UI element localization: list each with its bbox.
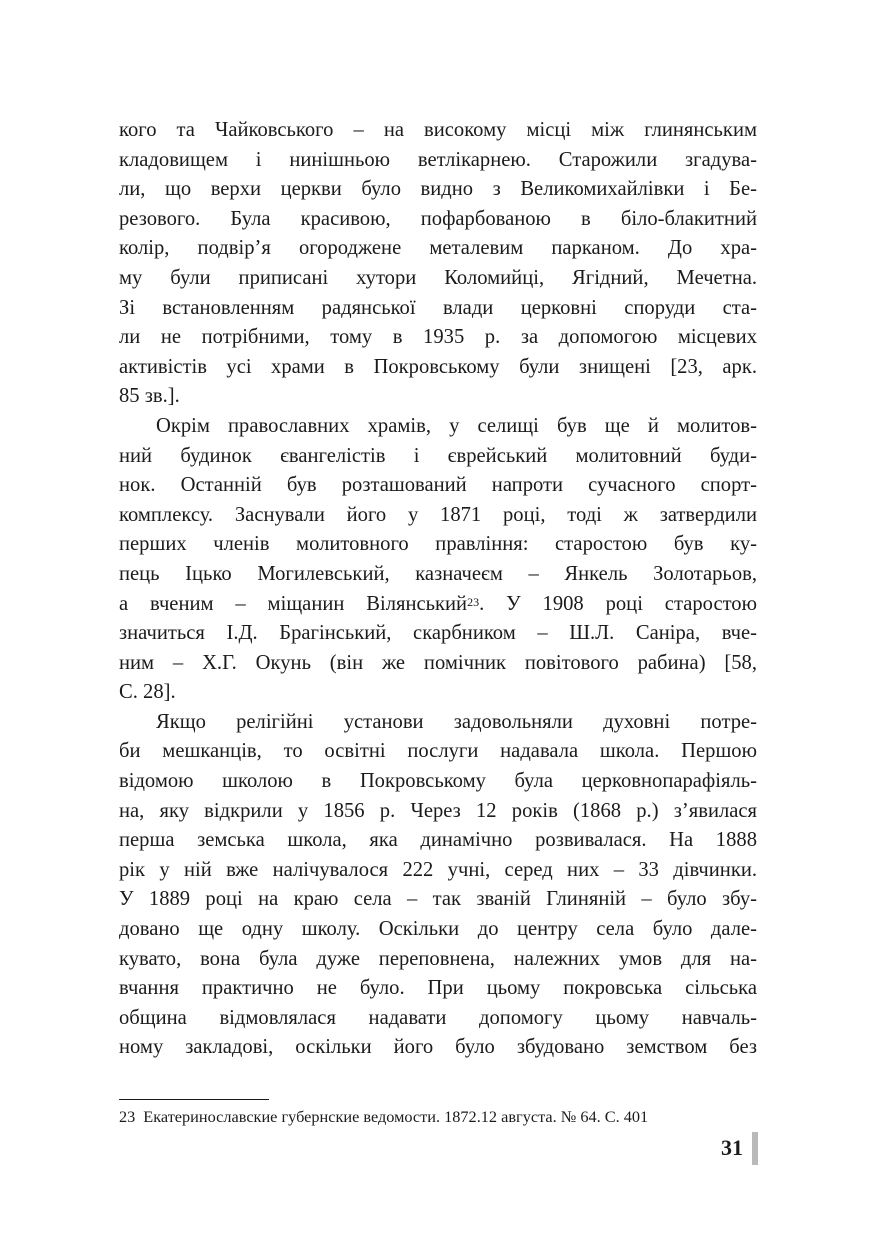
text-line-content: перших членів молитовного правління: старостою був ку- <box>119 533 757 556</box>
text-line-content: С. 28]. <box>119 681 176 704</box>
text-line <box>119 353 757 383</box>
text-line-content: комплексу. Заснували його у 1871 році, тоді ж затвердили <box>119 503 757 526</box>
text-line <box>119 974 757 1004</box>
text-line-content: перша земська школа, яка динамічно розвивалася. На 1888 <box>119 829 757 852</box>
text-line <box>119 945 757 975</box>
text-line-content: нок. Останній був розташований напроти сучасного спорт- <box>119 474 757 497</box>
text-line-content: кладовищем і нинішньою ветлікарнею. Старожили згадува- <box>119 148 757 171</box>
text-line <box>119 1004 757 1034</box>
text-line-content: пець Іцько Могилевський, казначеєм – Янкель Золотарьов, <box>119 562 757 585</box>
text-line-continuation: . У 1908 році старостою <box>479 592 757 615</box>
text-line <box>119 767 757 797</box>
text-line-content: довано ще одну школу. Оскільки до центру села було дале- <box>119 918 757 941</box>
text-line-content: ним – Х.Г. Окунь (він же помічник повітового рабина) [58, <box>119 651 757 674</box>
text-line <box>119 146 757 176</box>
text-line <box>119 560 757 590</box>
text-line-content: кувато, вона була дуже переповнена, належних умов для на- <box>119 947 757 970</box>
text-line <box>119 649 757 679</box>
text-line-content: значиться І.Д. Брагінський, скарбником – Ш.Л. Саніра, вче- <box>119 622 757 645</box>
text-line-content: ли не потрібними, тому в 1935 р. за допомогою місцевих <box>119 326 757 349</box>
footnote <box>119 1107 759 1127</box>
text-line-content: Якщо релігійні установи задовольняли духовні потре- <box>156 710 757 733</box>
text-line-content: резового. Була красивою, пофарбованою в біло-блакитний <box>119 207 757 230</box>
text-line-content: община відмовлялася надавати допомогу цьому навчаль- <box>119 1006 757 1029</box>
body-text <box>119 116 757 1063</box>
text-line-content: відомою школою в Покровському була церковнопарафіяль- <box>119 770 757 793</box>
text-line <box>119 797 757 827</box>
text-line-content: активістів усі храми в Покровському були знищені [23, арк. <box>119 355 757 378</box>
text-line-content: ний будинок євангелістів і єврейський молитовний буди- <box>119 444 757 467</box>
text-line-content: ли, що верхи церкви було видно з Великомихайлівки і Бе- <box>119 178 757 201</box>
text-line <box>119 619 757 649</box>
text-line <box>119 590 757 620</box>
text-line <box>119 264 757 294</box>
text-line-content: Зі встановленням радянської влади церковні споруди ста- <box>119 296 757 319</box>
footnote-number: 23 <box>119 1107 136 1126</box>
text-line-content: кого та Чайковського – на високому місці між глинянським <box>119 119 757 141</box>
text-line <box>119 856 757 886</box>
text-line-content: Окрім православних храмів, у селищі був ще й молитов- <box>156 414 757 437</box>
page-number: 31 <box>721 1135 743 1160</box>
text-line-content: рік у ній вже налічувалося 222 учні, серед них – 33 дівчинки. <box>119 858 757 881</box>
text-line <box>119 234 757 264</box>
text-line <box>119 915 757 945</box>
text-line-content: У 1889 році на краю села – так званій Глиняній – було збу- <box>119 888 757 911</box>
text-line <box>119 708 757 738</box>
text-line <box>119 116 757 146</box>
text-line-content: колір, подвір’я огороджене металевим парканом. До хра- <box>119 237 757 260</box>
text-line <box>119 501 757 531</box>
footnote-separator <box>119 1099 269 1100</box>
text-line <box>119 885 757 915</box>
page-edge-marker <box>752 1132 758 1165</box>
text-line-content: 85 зв.]. <box>119 385 180 408</box>
text-line-content: би мешканців, то освітні послуги надавала школа. Першою <box>119 740 757 763</box>
text-line <box>119 412 757 442</box>
text-line <box>119 678 757 708</box>
text-line-content: на, яку відкрили у 1856 р. Через 12 років (1868 р.) з’явилася <box>119 799 757 822</box>
text-line <box>119 826 757 856</box>
text-line-content: а вченим – міщанин Вілянський <box>119 592 468 615</box>
text-line <box>119 1033 757 1063</box>
text-line <box>119 442 757 472</box>
text-line <box>119 382 757 412</box>
text-line <box>119 323 757 353</box>
text-line <box>119 205 757 235</box>
text-line <box>119 471 757 501</box>
footnote-text: Екатеринославские губернские ведомости. 1872.12 августа. № 64. С. 401 <box>143 1107 649 1126</box>
footnote-reference: 23 <box>467 594 480 609</box>
text-line <box>119 175 757 205</box>
text-line <box>119 737 757 767</box>
text-line <box>119 294 757 324</box>
text-line <box>119 530 757 560</box>
text-line-content: ному закладові, оскільки його було збудовано земством без <box>119 1036 757 1059</box>
text-line-content: вчання практично не було. При цьому покровська сільська <box>119 977 757 1000</box>
text-line-content: му були приписані хутори Коломийці, Ягідний, Мечетна. <box>119 266 757 289</box>
